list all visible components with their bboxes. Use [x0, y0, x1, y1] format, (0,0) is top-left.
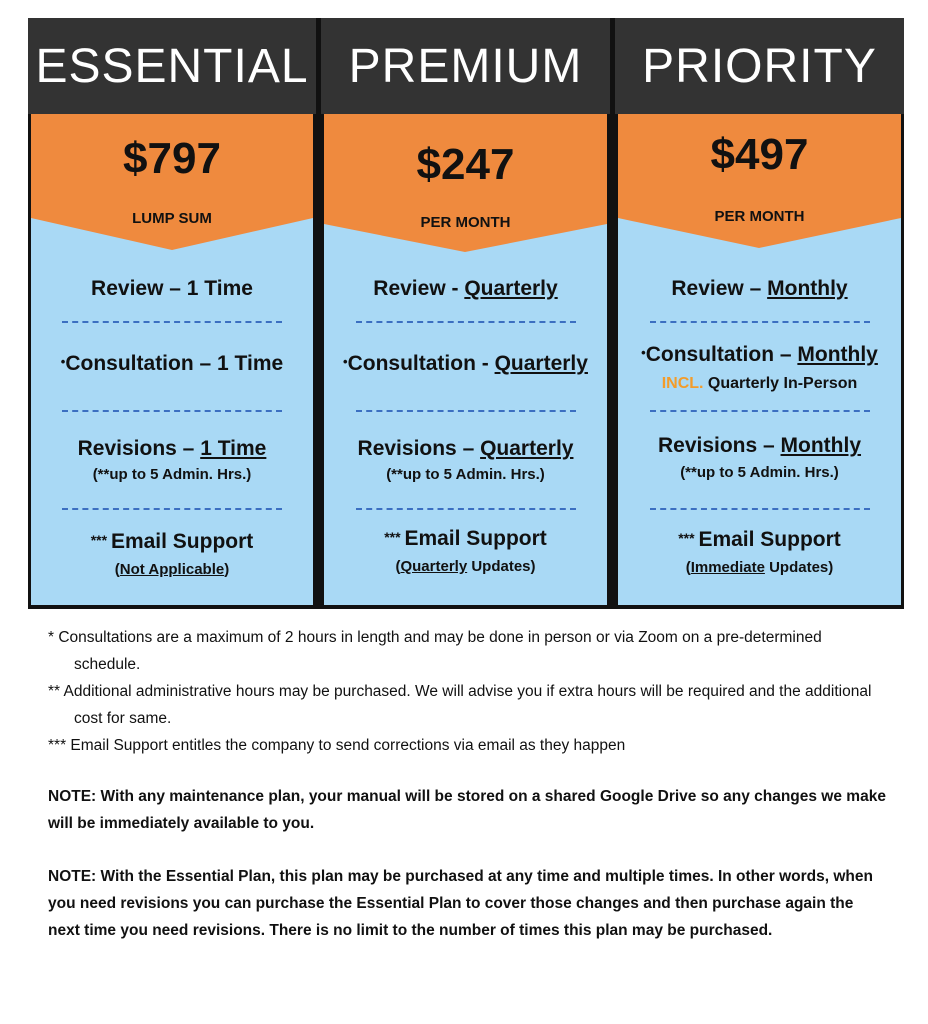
revisions-line: Revisions – Quarterly [357, 437, 574, 460]
divider [650, 508, 870, 510]
revisions-note: (**up to 5 Admin. Hrs.) [680, 464, 839, 481]
divider [62, 410, 282, 412]
plan-billing: LUMP SUM [132, 210, 212, 227]
footnote-consultations: * Consultations are a maximum of 2 hours in length and may be done in person or via Zoom on a pre-determined schedule. [48, 629, 822, 673]
price-band [618, 114, 901, 252]
review-line: Review – 1 Time [91, 277, 253, 300]
note-maintenance-plan: NOTE: With any maintenance plan, your manual will be stored on a shared Google Drive so any changes we make will be immediately available to you. [48, 788, 886, 832]
plan-billing: PER MONTH [714, 208, 805, 225]
divider [356, 508, 576, 510]
email-support-line: *** Email Support [384, 527, 547, 550]
plan-price: $497 [710, 130, 809, 179]
plan-premium [321, 18, 610, 609]
consultation-line: •Consultation – Monthly [641, 343, 878, 366]
divider [356, 410, 576, 412]
email-support-note: (Not Applicable) [114, 561, 230, 578]
review-line: Review - Quarterly [373, 277, 558, 300]
email-support-line: *** Email Support [90, 530, 254, 553]
plan-name: PREMIUM [321, 18, 610, 114]
revisions-note: (**up to 5 Admin. Hrs.) [386, 466, 545, 483]
consultation-line: •Consultation - Quarterly [343, 352, 588, 375]
footnote-email-support: *** Email Support entitles the company to send corrections via email as they happen [48, 737, 626, 754]
price-band [324, 114, 607, 252]
plan-price: $247 [416, 140, 515, 189]
revisions-line: Revisions – Monthly [657, 434, 862, 457]
plans-table [28, 18, 904, 609]
divider [650, 410, 870, 412]
email-support-note: (Quarterly Updates) [395, 558, 536, 575]
consultation-extra: INCL. Quarterly In-Person [661, 375, 858, 392]
note-essential-plan: NOTE: With the Essential Plan, this plan may be purchased at any time and multiple times. In other words, when you need revisions you can purchase the Essential Plan to cover those changes and then purchase again the next time you need revisions. There is no limit to the number of times this plan may be purchased. [48, 868, 873, 939]
plan-essential [28, 18, 316, 609]
divider [650, 321, 870, 323]
divider [62, 321, 282, 323]
plan-name: ESSENTIAL [28, 18, 316, 114]
revisions-line: Revisions – 1 Time [77, 437, 267, 460]
plan-billing: PER MONTH [420, 214, 511, 231]
revisions-note: (**up to 5 Admin. Hrs.) [92, 466, 252, 483]
consultation-line: •Consultation – 1 Time [60, 352, 284, 375]
footnote-admin-hours: ** Additional administrative hours may be purchased. We will advise you if extra hours will be required and the additional cost for same. [48, 683, 872, 727]
notes-section [48, 624, 888, 944]
divider [62, 508, 282, 510]
plan-name: PRIORITY [615, 18, 904, 114]
email-support-line: *** Email Support [678, 528, 841, 551]
plan-price: $797 [123, 134, 221, 183]
review-line: Review – Monthly [671, 277, 848, 300]
plan-priority [615, 18, 904, 609]
divider [356, 321, 576, 323]
email-support-note: (Immediate Updates) [685, 559, 834, 576]
price-band [31, 114, 313, 252]
